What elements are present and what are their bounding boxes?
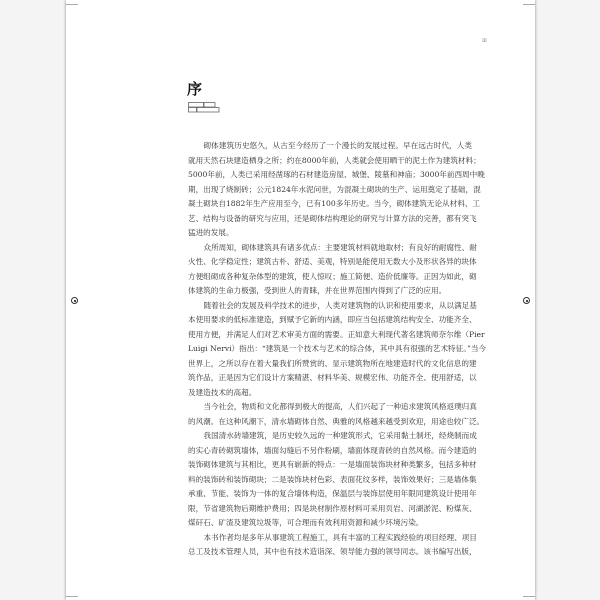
- registration-mark-icon: [71, 297, 78, 304]
- text-line: 艺、结构与设备的研究与应用，还是砌体结构理论的研究与计算方法的完善，都有突飞: [188, 213, 477, 223]
- crop-mark: [66, 596, 78, 597]
- text-line: 使用方便，并满足人们对艺术审美方面的需要。正如意大利现代著名建筑师奈尔维（Pier: [188, 329, 485, 339]
- text-line: 众所周知，砌体建筑具有诸多优点：主要建筑材料就地取材；有良好的耐腐性、耐: [203, 242, 477, 252]
- text-line: 限，节省建筑物后期维护费用；四是块材制作原材料可采用页岩、河湖淤泥、粉煤灰、: [188, 503, 477, 513]
- text-line: 随着社会的发展及科学技术的进步，人类对建筑物的认识和使用要求，从以满足基: [203, 300, 477, 310]
- text-line: 的实心青砖砌筑墙体，墙面勾缝后不另作粉刷，墙面体现青砖的自然风格。而今建造的: [188, 445, 477, 455]
- paragraph: [188, 139, 485, 241]
- text-line: 筑作品，正是因为它们设计方案精湛、材料华美、规模宏伟、功能齐全、使用舒适，以: [188, 373, 477, 382]
- text-line: 本书作者均是多年从事建筑工程施工，具有丰富的工程实践经验的项目经理、项目: [203, 532, 477, 542]
- paragraph: [188, 299, 487, 401]
- paragraph: [188, 429, 477, 531]
- text-line: 本使用要求的低标准建造，到赋予它新的内涵，即应当包括建筑结构安全、功能齐全、: [188, 315, 477, 324]
- text-line: 5000年前，人类已采用经凿琢的石材建造房屋、城堡、陵墓和神庙；3000年前西周中晚: [188, 170, 485, 179]
- paragraph: [188, 241, 477, 299]
- crop-mark: [66, 4, 78, 5]
- text-line: 我国清水砖墙建筑，是历史较久远的一种建筑形式，它采用黏土制坯，经烧制而成: [203, 431, 477, 440]
- crop-mark: [523, 4, 535, 5]
- text-line: 火性、化学稳定性；建筑古朴、舒适、美观，特别是能使用无数大小及形状各异的块体: [188, 257, 477, 266]
- text-line: 期，出现了烧制砖；公元1824年水泥问世，为混凝土砌块的生产、运用奠定了基础，混: [188, 184, 481, 194]
- text-line: 就用天然石块建造栖身之所；约在8000年前，人类就会使用晒干的泥土作为建筑材料；: [188, 155, 481, 165]
- registration-mark-icon: [523, 297, 530, 304]
- text-line: 凝土砌块自1882年生产应用至今，已有100多年历史。当今，砌体建筑无论从材料、工: [188, 199, 481, 208]
- text-line: 方便组砌成各种复杂体型的建筑，使人惊叹；施工简便、造价低廉等。正因为如此，砌: [188, 271, 477, 281]
- text-line: 世界上，之所以存在着大量我们所赞赏的、显示建筑物所在地建造时代的文化信息的建: [188, 358, 477, 368]
- crop-mark: [523, 596, 535, 597]
- text-line: Luigi Nervi）指出：“建筑是一个技术与艺术的综合体，其中具有很强的艺术特征。”当今: [188, 344, 487, 353]
- text-line: 及建造技术的高超。: [188, 387, 257, 397]
- text-line: 承重、节能、装饰为一体的复合墙体构造，保温层与装饰层使用年限同建筑设计使用年: [188, 489, 477, 498]
- preface-body: [188, 139, 487, 560]
- page-number: III: [482, 38, 487, 44]
- brick-ornament-icon: [188, 102, 220, 113]
- text-line: 装饰砌体建筑与其相比，更具有崭新的特点：一是墙面装饰块材种类繁多，包括多种材: [188, 460, 477, 469]
- text-line: 煤矸石、矿渣及建筑垃圾等，可合理而有效利用资源和减少环境污染。: [188, 518, 424, 527]
- paragraph: [188, 531, 477, 560]
- text-line: 砌体建筑历史悠久，从古至今经历了一个漫长的发展过程。早在远古时代，人类: [203, 141, 472, 150]
- text-line: 体建筑的生命力极强，受到世人的青睐，并在世界范围内得到了广泛的应用。: [188, 286, 447, 295]
- text-line: 猛进的发展。: [188, 228, 234, 237]
- text-line: 当今社会，物质和文化都得到极大的提高，人们兴起了一种追求建筑风格返璞归真: [203, 402, 477, 411]
- paragraph: [188, 400, 485, 429]
- page-title: 序: [187, 80, 203, 98]
- text-line: 的风潮。在这种风潮下，清水墙砌体自然、典雅的风格越来越受到欢迎，用途也较广泛。: [188, 416, 485, 426]
- text-line: 总工及技术管理人员，其中也有技术造诣深、领导能力强的领导同志。该书编写出版，: [188, 547, 477, 556]
- text-line: 料的装饰砖和装饰砌块；二是装饰块材色彩、表面花纹多样，装饰效果好；三是墙体集: [188, 474, 477, 484]
